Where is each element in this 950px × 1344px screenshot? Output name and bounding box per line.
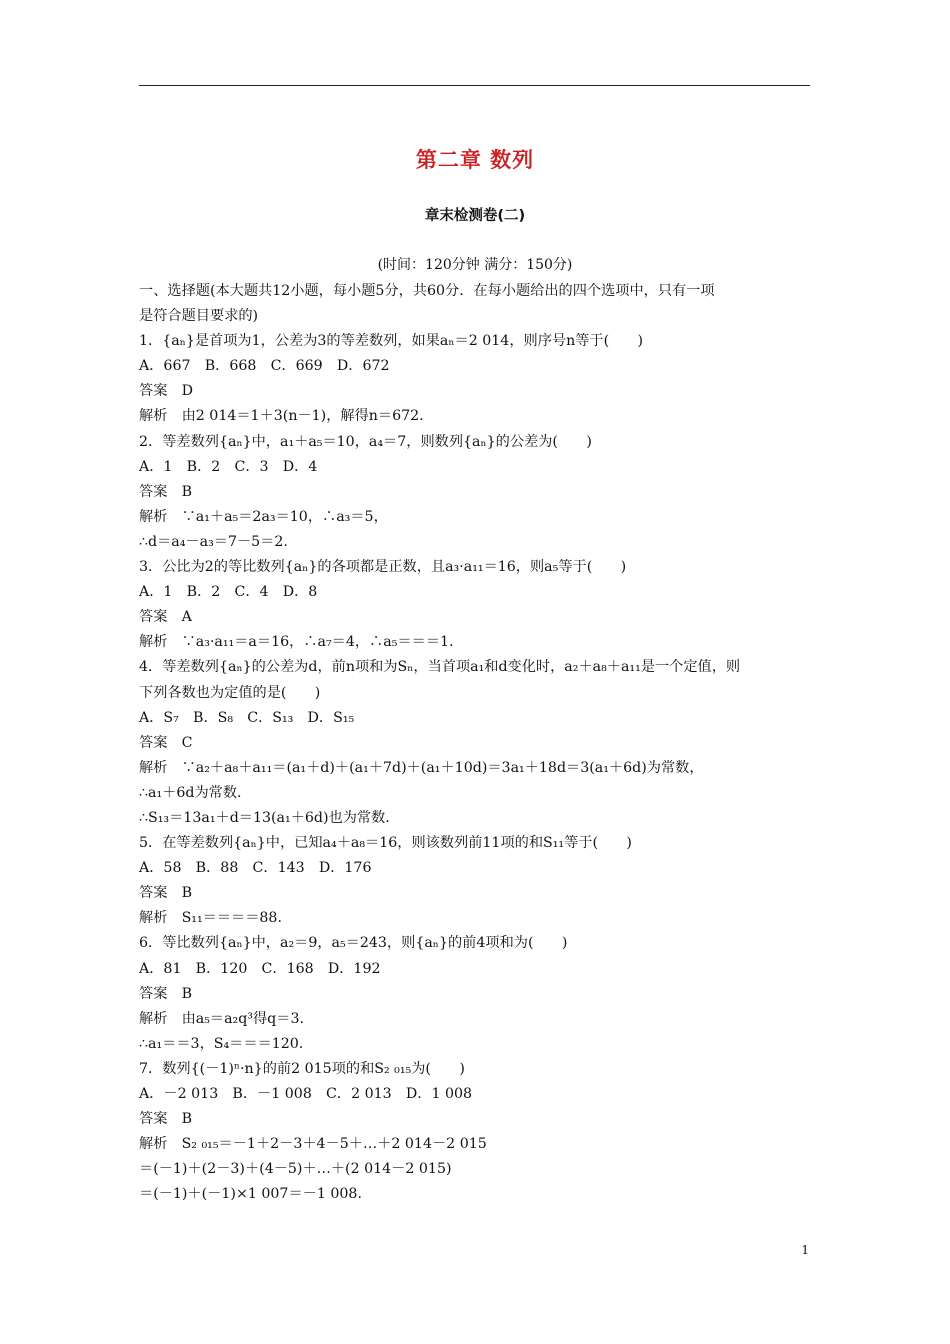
solution-4-cont: ∴S₁₃＝13a₁＋d＝13(a₁＋6d)也为常数. — [139, 809, 390, 826]
options-6: A．81 B．120 C．168 D．192 — [139, 960, 381, 977]
question-7: 7．数列{(－1)ⁿ·n}的前2 015项的和S₂ ₀₁₅为( ) — [139, 1060, 465, 1077]
answer-3: 答案 A — [139, 609, 192, 626]
solution-6: 解析 由a₅＝a₂q³得q＝3. — [139, 1010, 304, 1027]
options-4: A．S₇ B．S₈ C．S₁₃ D．S₁₅ — [139, 709, 355, 726]
options-2: A．1 B．2 C．3 D．4 — [139, 458, 318, 475]
question-3: 3．公比为2的等比数列{aₙ}的各项都是正数，且a₃·a₁₁＝16，则a₅等于( ) — [139, 559, 627, 576]
question-6: 6．等比数列{aₙ}中，a₂＝9，a₅＝243，则{aₙ}的前4项和为( ) — [139, 935, 568, 952]
answer-2: 答案 B — [139, 483, 192, 500]
answer-4: 答案 C — [139, 734, 193, 751]
solution-3: 解析 ∵a₃·a₁₁＝a＝16，∴a₇＝4，∴a₅＝＝＝1. — [139, 634, 454, 651]
answer-5: 答案 B — [139, 885, 192, 902]
answer-1: 答案 D — [139, 383, 193, 400]
question-5: 5．在等差数列{aₙ}中，已知a₄＋a₈＝16，则该数列前11项的和S₁₁等于( ) — [139, 835, 632, 852]
document-body — [139, 279, 811, 1207]
question-1: 1．{aₙ}是首项为1，公差为3的等差数列，如果aₙ＝2 014，则序号n等于( ) — [139, 333, 644, 350]
time-info: (时间：120分钟 满分：150分) — [377, 257, 573, 273]
question-2: 2．等差数列{aₙ}中，a₁＋a₅＝10，a₄＝7，则数列{aₙ}的公差为( ) — [139, 433, 592, 450]
solution-1: 解析 由2 014＝1＋3(n－1)，解得n＝672. — [139, 408, 424, 425]
solution-4-cont: ∴a₁＋6d为常数. — [139, 784, 242, 801]
solution-2-cont: ∴d＝a₄－a₃＝7－5＝2. — [139, 533, 288, 550]
options-3: A．1 B．2 C．4 D．8 — [139, 584, 318, 601]
solution-7: 解析 S₂ ₀₁₅＝－1＋2－3＋4－5＋…＋2 014－2 015 — [139, 1136, 487, 1153]
header-rule — [139, 85, 810, 86]
solution-4: 解析 ∵a₂＋a₈＋a₁₁＝(a₁＋d)＋(a₁＋7d)＋(a₁＋10d)＝3a₁＋18d＝3(a₁＋6d)为常数， — [139, 759, 704, 776]
answer-7: 答案 B — [139, 1111, 192, 1128]
page-number: 1 — [801, 1243, 809, 1257]
options-5: A．58 B．88 C．143 D．176 — [139, 860, 372, 877]
question-4: 4．等差数列{aₙ}的公差为d，前n项和为Sₙ，当首项a₁和d变化时，a₂＋a₈＋a₁₁是一个定值，则 — [139, 659, 741, 676]
text-line: 是符合题目要求的) — [139, 308, 259, 325]
solution-7-cont: ＝(－1)＋(－1)×1 007＝－1 008. — [139, 1186, 362, 1203]
solution-2: 解析 ∵a₁＋a₅＝2a₃＝10，∴a₃＝5， — [139, 508, 388, 525]
chapter-title: 第二章 数列 — [415, 148, 535, 172]
text-line: 一、选择题(本大题共12小题，每小题5分，共60分．在每小题给出的四个选项中，只有一项 — [139, 283, 715, 299]
solution-6-cont: ∴a₁＝＝3，S₄＝＝＝120. — [139, 1035, 304, 1052]
solution-5: 解析 S₁₁＝＝＝＝88. — [139, 910, 282, 927]
options-7: A．－2 013 B．－1 008 C．2 013 D．1 008 — [139, 1086, 473, 1102]
question-4-cont: 下列各数也为定值的是( ) — [139, 684, 321, 701]
options-1: A．667 B．668 C．669 D．672 — [139, 358, 390, 375]
test-subtitle: 章末检测卷(二) — [424, 208, 526, 224]
answer-6: 答案 B — [139, 985, 192, 1002]
solution-7-cont: ＝(－1)＋(2－3)＋(4－5)＋…＋(2 014－2 015) — [139, 1161, 452, 1178]
